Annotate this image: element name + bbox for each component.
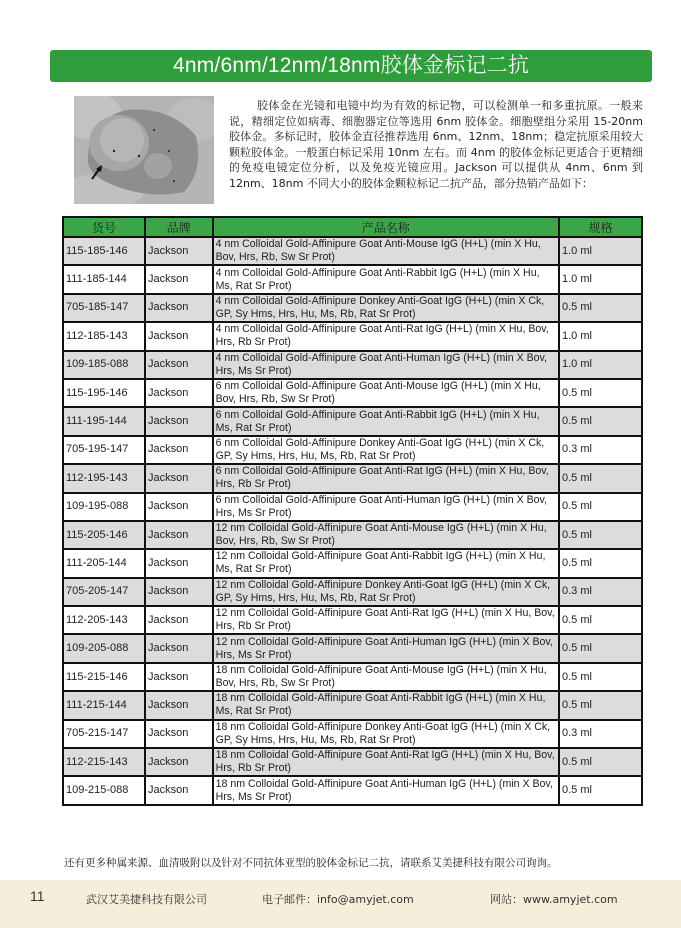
table-row	[63, 521, 642, 549]
product-name-cell: 18 nm Colloidal Gold-Affinipure Donkey Anti-Goat IgG (H+L) (min X Ck, GP, Sy Hms, Hrs, Hu, Ms, Rb, Rat Sr Prot)	[213, 720, 559, 748]
sku-cell: 109-205-088	[63, 634, 145, 662]
brand-cell: Jackson	[145, 237, 213, 265]
size-cell: 0.5 ml	[559, 606, 642, 634]
table-row	[63, 351, 642, 379]
table-row	[63, 748, 642, 776]
brand-cell: Jackson	[145, 379, 213, 407]
product-name-cell: 6 nm Colloidal Gold-Affinipure Donkey Anti-Goat IgG (H+L) (min X Ck, GP, Sy Hms, Hrs, Hu, Ms, Rb, Rat Sr Prot)	[213, 436, 559, 464]
product-name-cell: 18 nm Colloidal Gold-Affinipure Goat Anti-Human IgG (H+L) (min X Bov, Hrs, Ms Sr Prot)	[213, 776, 559, 804]
product-name-cell: 18 nm Colloidal Gold-Affinipure Goat Anti-Rabbit IgG (H+L) (min X Hu, Ms, Rat Sr Prot)	[213, 691, 559, 719]
brand-cell: Jackson	[145, 549, 213, 577]
product-name-cell: 4 nm Colloidal Gold-Affinipure Goat Anti-Rabbit IgG (H+L) (min X Hu, Ms, Rat Sr Prot)	[213, 265, 559, 293]
size-cell: 0.3 ml	[559, 436, 642, 464]
product-name-cell: 6 nm Colloidal Gold-Affinipure Goat Anti-Rabbit IgG (H+L) (min X Hu, Ms, Rat Sr Prot)	[213, 407, 559, 435]
contact-note: 还有更多种属来源、血清吸附以及针对不同抗体亚型的胶体金标记二抗，请联系艾美捷科技有限公司询询。	[64, 857, 558, 869]
table-row	[63, 578, 642, 606]
product-name-cell: 18 nm Colloidal Gold-Affinipure Goat Anti-Rat IgG (H+L) (min X Hu, Bov, Hrs, Rb Sr Prot)	[213, 748, 559, 776]
header-brand: 品牌	[145, 217, 213, 237]
table-row	[63, 606, 642, 634]
brand-cell: Jackson	[145, 493, 213, 521]
table-header-row	[63, 217, 642, 237]
table-row	[63, 322, 642, 350]
size-cell: 0.5 ml	[559, 776, 642, 804]
sku-cell: 115-185-146	[63, 237, 145, 265]
sku-cell: 111-205-144	[63, 549, 145, 577]
table-row	[63, 237, 642, 265]
size-cell: 0.5 ml	[559, 691, 642, 719]
product-name-cell: 4 nm Colloidal Gold-Affinipure Goat Anti-Human IgG (H+L) (min X Bov, Hrs, Ms Sr Prot)	[213, 351, 559, 379]
table-row	[63, 294, 642, 322]
product-name-cell: 12 nm Colloidal Gold-Affinipure Goat Anti-Rat IgG (H+L) (min X Hu, Bov, Hrs, Rb Sr Prot)	[213, 606, 559, 634]
footer	[0, 880, 681, 928]
size-cell: 1.0 ml	[559, 322, 642, 350]
brand-cell: Jackson	[145, 776, 213, 804]
page-title: 4nm/6nm/12nm/18nm胶体金标记二抗	[50, 50, 652, 82]
table-row	[63, 436, 642, 464]
product-table	[62, 216, 643, 806]
email-link[interactable]: 电子邮件：info@amyjet.com	[262, 893, 414, 906]
brand-cell: Jackson	[145, 748, 213, 776]
product-name-cell: 12 nm Colloidal Gold-Affinipure Donkey Anti-Goat IgG (H+L) (min X Ck, GP, Sy Hms, Hrs, Hu, Ms, Rb, Rat Sr Prot)	[213, 578, 559, 606]
brand-cell: Jackson	[145, 351, 213, 379]
size-cell: 1.0 ml	[559, 351, 642, 379]
table-row	[63, 464, 642, 492]
brand-cell: Jackson	[145, 294, 213, 322]
sku-cell: 112-205-143	[63, 606, 145, 634]
page-number: 11	[30, 888, 45, 904]
sku-cell: 112-195-143	[63, 464, 145, 492]
brand-cell: Jackson	[145, 606, 213, 634]
sku-cell: 705-185-147	[63, 294, 145, 322]
header-size: 规格	[559, 217, 642, 237]
table-row	[63, 663, 642, 691]
sku-cell: 109-185-088	[63, 351, 145, 379]
size-cell: 0.5 ml	[559, 407, 642, 435]
brand-cell: Jackson	[145, 578, 213, 606]
sku-cell: 111-215-144	[63, 691, 145, 719]
size-cell: 0.5 ml	[559, 748, 642, 776]
brand-cell: Jackson	[145, 464, 213, 492]
brand-cell: Jackson	[145, 634, 213, 662]
size-cell: 0.3 ml	[559, 578, 642, 606]
header-name: 产品名称	[213, 217, 559, 237]
website-link[interactable]: 网站：www.amyjet.com	[490, 893, 618, 906]
size-cell: 0.5 ml	[559, 634, 642, 662]
brand-cell: Jackson	[145, 265, 213, 293]
table-row	[63, 720, 642, 748]
sku-cell: 705-215-147	[63, 720, 145, 748]
brand-cell: Jackson	[145, 521, 213, 549]
sku-cell: 115-215-146	[63, 663, 145, 691]
size-cell: 0.3 ml	[559, 720, 642, 748]
table-row	[63, 379, 642, 407]
brand-cell: Jackson	[145, 436, 213, 464]
sku-cell: 112-185-143	[63, 322, 145, 350]
size-cell: 1.0 ml	[559, 237, 642, 265]
sku-cell: 111-185-144	[63, 265, 145, 293]
size-cell: 0.5 ml	[559, 464, 642, 492]
sku-cell: 109-195-088	[63, 493, 145, 521]
size-cell: 0.5 ml	[559, 493, 642, 521]
sku-cell: 109-215-088	[63, 776, 145, 804]
product-name-cell: 6 nm Colloidal Gold-Affinipure Goat Anti-Rat IgG (H+L) (min X Hu, Bov, Hrs, Rb Sr Prot)	[213, 464, 559, 492]
sku-cell: 705-195-147	[63, 436, 145, 464]
sku-cell: 115-195-146	[63, 379, 145, 407]
brand-cell: Jackson	[145, 663, 213, 691]
company-name: 武汉艾美捷科技有限公司	[86, 893, 207, 906]
brand-cell: Jackson	[145, 407, 213, 435]
table-row	[63, 493, 642, 521]
table-row	[63, 265, 642, 293]
product-name-cell: 6 nm Colloidal Gold-Affinipure Goat Anti-Human IgG (H+L) (min X Bov, Hrs, Ms Sr Prot)	[213, 493, 559, 521]
size-cell: 1.0 ml	[559, 265, 642, 293]
size-cell: 0.5 ml	[559, 379, 642, 407]
brand-cell: Jackson	[145, 322, 213, 350]
brand-cell: Jackson	[145, 691, 213, 719]
product-name-cell: 4 nm Colloidal Gold-Affinipure Goat Anti-Rat IgG (H+L) (min X Hu, Bov, Hrs, Rb Sr Prot)	[213, 322, 559, 350]
product-name-cell: 12 nm Colloidal Gold-Affinipure Goat Anti-Human IgG (H+L) (min X Bov, Hrs, Ms Sr Prot)	[213, 634, 559, 662]
product-name-cell: 6 nm Colloidal Gold-Affinipure Goat Anti-Mouse IgG (H+L) (min X Hu, Bov, Hrs, Rb, Sw Sr Prot)	[213, 379, 559, 407]
sku-cell: 111-195-144	[63, 407, 145, 435]
product-name-cell: 12 nm Colloidal Gold-Affinipure Goat Anti-Mouse IgG (H+L) (min X Hu, Bov, Hrs, Rb, Sw Sr Prot)	[213, 521, 559, 549]
table-row	[63, 776, 642, 804]
sku-cell: 115-205-146	[63, 521, 145, 549]
product-name-cell: 12 nm Colloidal Gold-Affinipure Goat Anti-Rabbit IgG (H+L) (min X Hu, Ms, Rat Sr Prot)	[213, 549, 559, 577]
brand-cell: Jackson	[145, 720, 213, 748]
size-cell: 0.5 ml	[559, 549, 642, 577]
table-row	[63, 549, 642, 577]
table-row	[63, 634, 642, 662]
intro-paragraph: 胶体金在光镜和电镜中均为有效的标记物，可以检测单一和多重抗原。一般来说，精细定位如病毒、细胞器定位等选用 6nm 胶体金。细胞壁组分采用 15-20nm 胶体金。多标记时，胶体金直径推荐选用 6nm、12nm、18nm；稳定抗原采用较大颗粒胶体金。一般蛋白标记采用 10nm 左右。而 4nm 的胶体金标记更适合于更精细的免疫电镜定位分析，以及免疫光镜应用。Jackson 可以提供从 4nm、6nm 到 12nm、18nm 不同大小的胶体金颗粒标记二抗产品，部分热销产品如下：	[229, 99, 643, 190]
product-name-cell: 4 nm Colloidal Gold-Affinipure Donkey Anti-Goat IgG (H+L) (min X Ck, GP, Sy Hms, Hrs, Hu, Ms, Rb, Rat Sr Prot)	[213, 294, 559, 322]
table-row	[63, 691, 642, 719]
size-cell: 0.5 ml	[559, 521, 642, 549]
size-cell: 0.5 ml	[559, 663, 642, 691]
header-sku: 货号	[63, 217, 145, 237]
product-name-cell: 4 nm Colloidal Gold-Affinipure Goat Anti-Mouse IgG (H+L) (min X Hu, Bov, Hrs, Rb, Sw Sr Prot)	[213, 237, 559, 265]
table-row	[63, 407, 642, 435]
sku-cell: 705-205-147	[63, 578, 145, 606]
electron-micrograph-image	[74, 96, 214, 204]
sku-cell: 112-215-143	[63, 748, 145, 776]
product-name-cell: 18 nm Colloidal Gold-Affinipure Goat Anti-Mouse IgG (H+L) (min X Hu, Bov, Hrs, Rb, Sw Sr Prot)	[213, 663, 559, 691]
size-cell: 0.5 ml	[559, 294, 642, 322]
